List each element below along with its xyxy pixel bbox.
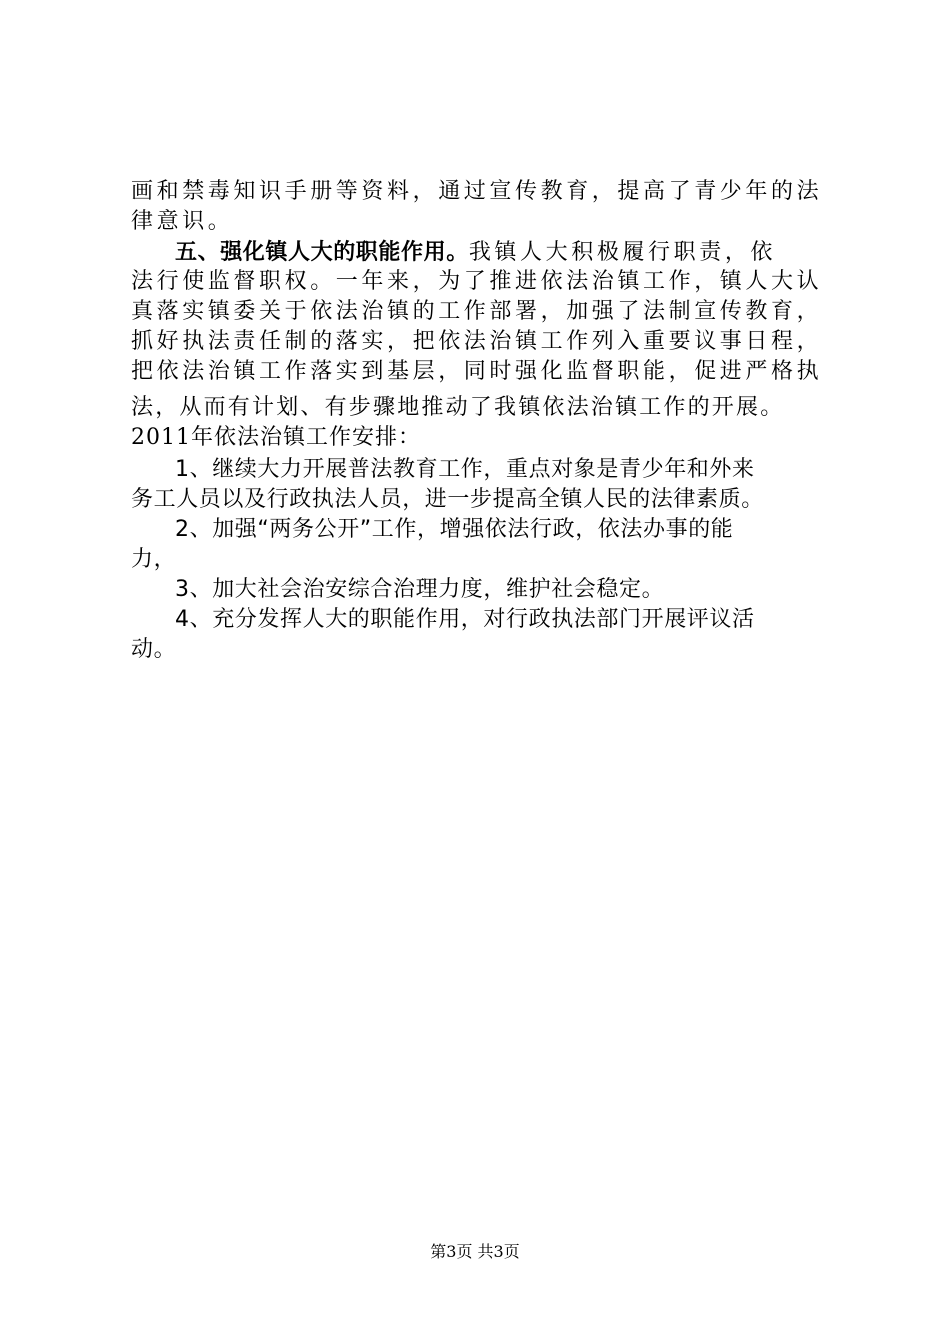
page-number-footer: 第3页 共3页: [430, 1242, 520, 1261]
plan-heading: 2011年依法治镇工作安排：: [131, 425, 421, 450]
plan-item-4-continuation: 动。: [131, 637, 177, 662]
section-heading-continuation: 我镇人大积极履行职责，依: [468, 240, 777, 265]
body-text-line: 律意识。: [131, 209, 234, 234]
plan-item-1-continuation: 务工人员以及行政执法人员，进一步提高全镇人民的法律素质。: [131, 487, 764, 512]
body-text-line: 法，从而有计划、有步骤地推动了我镇依法治镇工作的开展。: [131, 395, 785, 420]
body-text-line: 把依法治镇工作落实到基层，同时强化监督职能，促进严格执: [131, 359, 823, 384]
plan-item-4: 4、充分发挥人大的职能作用，对行政执法部门开展评议活: [175, 607, 755, 632]
plan-item-2: 2、加强“两务公开”工作，增强依法行政，依法办事的能: [175, 517, 734, 542]
section-paragraph-line: [175, 237, 835, 267]
section-heading: 五、强化镇人大的职能作用。: [175, 240, 469, 265]
body-text-line: 法行使监督职权。一年来，为了推进依法治镇工作，镇人大认: [131, 269, 823, 294]
body-text-line: 抓好执法责任制的落实，把依法治镇工作列入重要议事日程，: [131, 329, 823, 354]
plan-item-1: 1、继续大力开展普法教育工作，重点对象是青少年和外来: [175, 457, 755, 482]
body-text-line: 画和禁毒知识手册等资料，通过宣传教育，提高了青少年的法: [131, 179, 823, 204]
body-text-line: 真落实镇委关于依法治镇的工作部署，加强了法制宣传教育，: [131, 299, 823, 324]
plan-item-3: 3、加大社会治安综合治理力度，维护社会稳定。: [175, 577, 665, 602]
plan-item-2-continuation: 力，: [131, 547, 177, 572]
